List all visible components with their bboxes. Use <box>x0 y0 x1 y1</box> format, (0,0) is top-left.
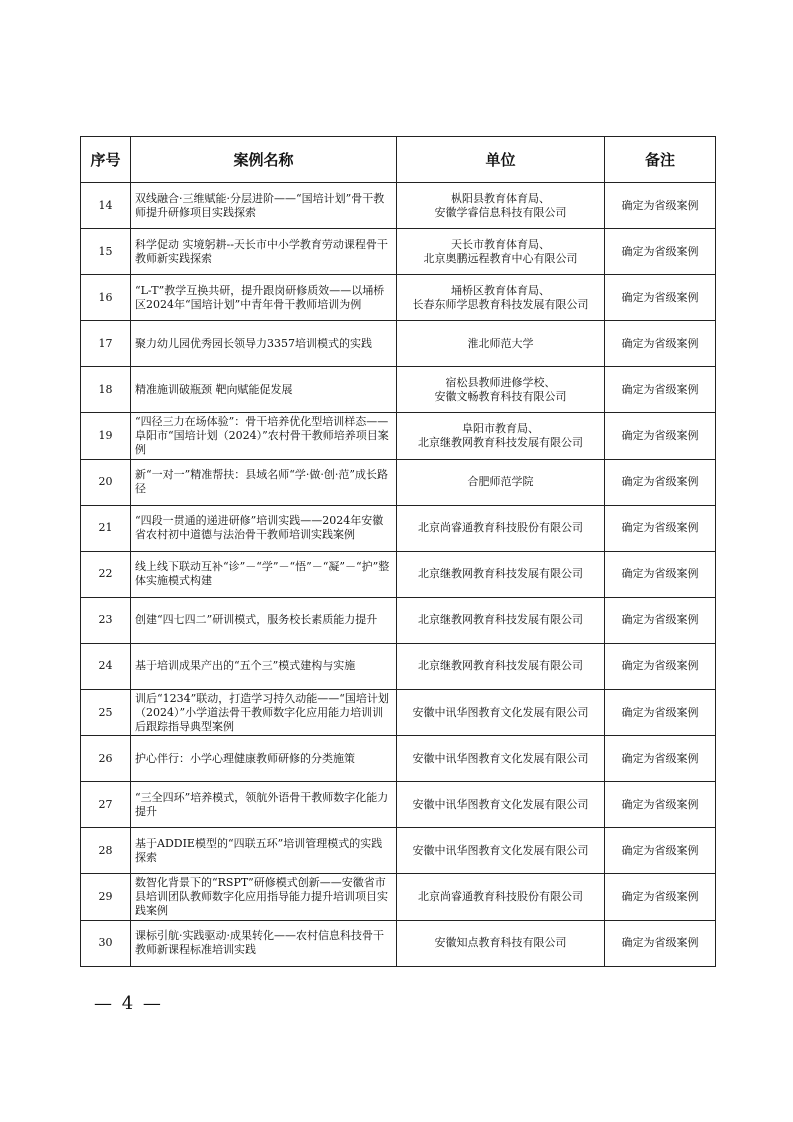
note-cell: 确定为省级案例 <box>605 782 716 828</box>
row-number: 22 <box>81 551 131 597</box>
row-number: 16 <box>81 275 131 321</box>
header-case-name: 案例名称 <box>131 137 397 183</box>
table-row <box>81 367 716 413</box>
note-cell: 确定为省级案例 <box>605 551 716 597</box>
unit-line: 安徽文畅教育科技有限公司 <box>434 389 567 403</box>
unit-cell <box>397 321 605 367</box>
case-name: “四段一贯通的递进研修”培训实践——2024年安徽省农村初中道德与法治骨干教师培训实践案例 <box>131 505 397 551</box>
unit-line: 宿松县教师进修学校、 <box>445 375 556 389</box>
table-row <box>81 413 716 459</box>
row-number: 20 <box>81 459 131 505</box>
table-row <box>81 828 716 874</box>
unit-line: 安徽学睿信息科技有限公司 <box>434 205 567 219</box>
table-row <box>81 597 716 643</box>
row-number: 23 <box>81 597 131 643</box>
unit-line: 天长市教育体育局、 <box>451 237 550 251</box>
unit-cell <box>397 782 605 828</box>
unit-cell <box>397 459 605 505</box>
case-name: 训后“1234”联动，打造学习持久动能——“国培计划（2024）”小学道法骨干教师数字化应用能力培训训后跟踪指导典型案例 <box>131 690 397 736</box>
unit-line: 安徽中讯华图教育文化发展有限公司 <box>412 705 589 719</box>
case-name: 基于ADDIE模型的“四联五环”培训管理模式的实践探索 <box>131 828 397 874</box>
note-cell: 确定为省级案例 <box>605 183 716 229</box>
unit-line: 安徽中讯华图教育文化发展有限公司 <box>412 797 589 811</box>
unit-cell <box>397 183 605 229</box>
case-name: 聚力幼儿园优秀园长领导力3357培训模式的实践 <box>131 321 397 367</box>
note-cell: 确定为省级案例 <box>605 229 716 275</box>
unit-line: 北京继教网教育科技发展有限公司 <box>418 613 583 627</box>
note-cell: 确定为省级案例 <box>605 459 716 505</box>
table-row <box>81 459 716 505</box>
case-table <box>80 136 716 967</box>
unit-line: 合肥师范学院 <box>467 475 534 489</box>
table-row <box>81 736 716 782</box>
unit-cell <box>397 643 605 689</box>
unit-line: 北京继教网教育科技发展有限公司 <box>418 659 583 673</box>
unit-line: 淮北师范大学 <box>467 336 534 350</box>
table-row <box>81 551 716 597</box>
unit-cell <box>397 229 605 275</box>
unit-line: 北京尚睿通教育科技股份有限公司 <box>418 521 583 535</box>
table-row <box>81 782 716 828</box>
unit-cell <box>397 736 605 782</box>
unit-line: 枞阳县教育体育局、 <box>451 191 550 205</box>
header-no: 序号 <box>81 137 131 183</box>
table-row <box>81 920 716 966</box>
row-number: 19 <box>81 413 131 459</box>
table-row <box>81 505 716 551</box>
unit-line: 安徽中讯华图教育文化发展有限公司 <box>412 843 589 857</box>
unit-cell <box>397 874 605 920</box>
row-number: 17 <box>81 321 131 367</box>
unit-line: 长春东师学思教育科技发展有限公司 <box>412 297 589 311</box>
case-name: 科学促动 实境躬耕--天长市中小学教育劳动课程骨干教师新实践探索 <box>131 229 397 275</box>
note-cell: 确定为省级案例 <box>605 505 716 551</box>
unit-cell <box>397 367 605 413</box>
table-row <box>81 874 716 920</box>
table-row <box>81 183 716 229</box>
unit-line: 北京奥鹏远程教育中心有限公司 <box>423 251 578 265</box>
case-name: 基于培训成果产出的“五个三”模式建构与实施 <box>131 643 397 689</box>
note-cell: 确定为省级案例 <box>605 367 716 413</box>
row-number: 29 <box>81 874 131 920</box>
note-cell: 确定为省级案例 <box>605 920 716 966</box>
note-cell: 确定为省级案例 <box>605 736 716 782</box>
unit-cell <box>397 275 605 321</box>
row-number: 24 <box>81 643 131 689</box>
table-row <box>81 321 716 367</box>
row-number: 15 <box>81 229 131 275</box>
row-number: 28 <box>81 828 131 874</box>
case-name: 课标引航·实践驱动·成果转化——农村信息科技骨干教师新课程标准培训实践 <box>131 920 397 966</box>
page-number: — 4 — <box>94 993 163 1014</box>
row-number: 26 <box>81 736 131 782</box>
case-name: 创建“四七四二”研训模式，服务校长素质能力提升 <box>131 597 397 643</box>
header-note: 备注 <box>605 137 716 183</box>
unit-cell <box>397 413 605 459</box>
unit-line: 阜阳市教育局、 <box>462 422 539 436</box>
table-header-row <box>81 137 716 183</box>
row-number: 14 <box>81 183 131 229</box>
unit-line: 安徽知点教育科技有限公司 <box>434 936 567 950</box>
unit-cell <box>397 920 605 966</box>
unit-line: 北京继教网教育科技发展有限公司 <box>418 567 583 581</box>
table-body <box>81 183 716 967</box>
case-name: “四径三力在场体验”：骨干培养优化型培训样态——阜阳市“国培计划（2024）”农村骨干教师培养项目案例 <box>131 413 397 459</box>
case-name: 精准施训破瓶颈 靶向赋能促发展 <box>131 367 397 413</box>
row-number: 27 <box>81 782 131 828</box>
unit-line: 北京尚睿通教育科技股份有限公司 <box>418 889 583 903</box>
table-row <box>81 643 716 689</box>
case-name: 护心伴行：小学心理健康教师研修的分类施策 <box>131 736 397 782</box>
table-row <box>81 690 716 736</box>
table-row <box>81 275 716 321</box>
note-cell: 确定为省级案例 <box>605 413 716 459</box>
case-name: 双线融合·三维赋能·分层进阶——“国培计划”骨干教师提升研修项目实践探索 <box>131 183 397 229</box>
note-cell: 确定为省级案例 <box>605 597 716 643</box>
unit-cell <box>397 597 605 643</box>
unit-cell <box>397 505 605 551</box>
unit-line: 埇桥区教育体育局、 <box>451 283 550 297</box>
case-name: “L-T”教学互换共研，提升跟岗研修质效——以埇桥区2024年“国培计划”中青年骨干教师培训为例 <box>131 275 397 321</box>
note-cell: 确定为省级案例 <box>605 275 716 321</box>
unit-line: 北京继教网教育科技发展有限公司 <box>418 436 583 450</box>
row-number: 25 <box>81 690 131 736</box>
row-number: 21 <box>81 505 131 551</box>
unit-cell <box>397 828 605 874</box>
case-name: 新“一对一”精准帮扶：县域名师“学·做·创·范”成长路径 <box>131 459 397 505</box>
unit-cell <box>397 551 605 597</box>
table-row <box>81 229 716 275</box>
note-cell: 确定为省级案例 <box>605 828 716 874</box>
header-unit: 单位 <box>397 137 605 183</box>
unit-cell <box>397 690 605 736</box>
note-cell: 确定为省级案例 <box>605 321 716 367</box>
note-cell: 确定为省级案例 <box>605 643 716 689</box>
case-name: 数智化背景下的“RSPT”研修模式创新——安徽省市县培训团队教师数字化应用指导能力提升培训项目实践案例 <box>131 874 397 920</box>
case-name: 线上线下联动互补“诊”－“学”－“悟”－“凝”－“护”整体实施模式构建 <box>131 551 397 597</box>
note-cell: 确定为省级案例 <box>605 690 716 736</box>
case-name: “三全四环”培养模式，领航外语骨干教师数字化能力提升 <box>131 782 397 828</box>
note-cell: 确定为省级案例 <box>605 874 716 920</box>
unit-line: 安徽中讯华图教育文化发展有限公司 <box>412 751 589 765</box>
row-number: 18 <box>81 367 131 413</box>
row-number: 30 <box>81 920 131 966</box>
